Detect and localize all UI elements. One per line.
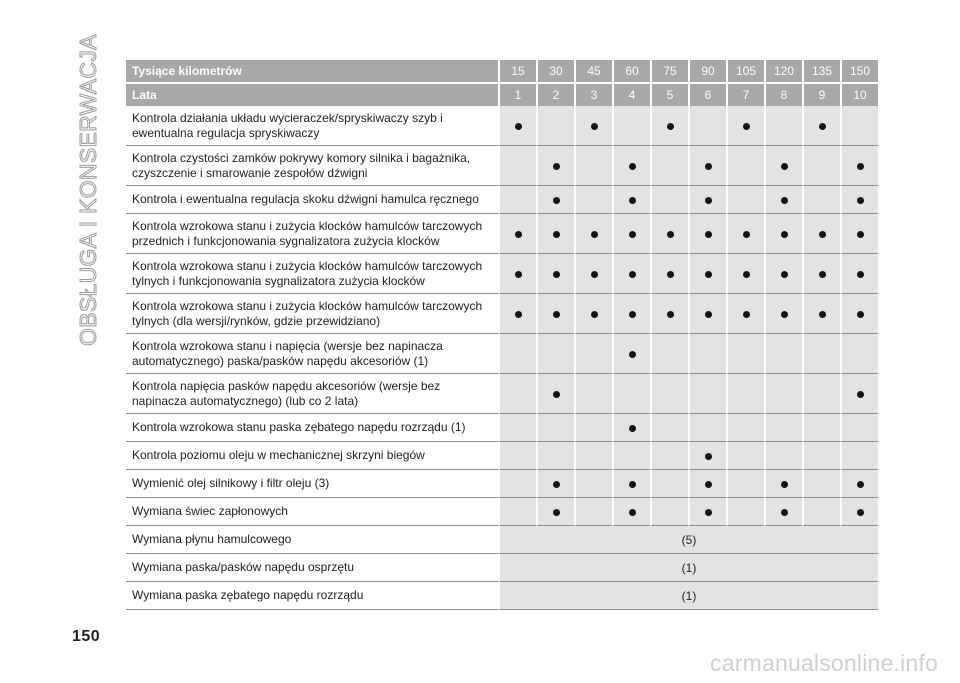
schedule-cell (650, 294, 688, 334)
schedule-cell (650, 498, 688, 526)
header-km-value: 150 (840, 60, 878, 84)
row-description (126, 374, 498, 414)
header-row-years (126, 84, 878, 106)
row-description-line: automatycznego) paska/pasków napędu akcesoriów (1) (132, 353, 429, 368)
schedule-cell (802, 106, 840, 146)
row-description (126, 470, 498, 498)
header-km-value: 45 (574, 60, 612, 84)
header-km-value: 60 (612, 60, 650, 84)
schedule-cell (840, 254, 878, 294)
header-year-value: 1 (498, 84, 536, 106)
bullet-dot-icon (705, 197, 712, 204)
bullet-dot-icon (553, 391, 560, 398)
schedule-cell (802, 186, 840, 214)
schedule-cell (612, 442, 650, 470)
bullet-dot-icon (591, 311, 598, 318)
bullet-dot-icon (857, 197, 864, 204)
schedule-cell (536, 254, 574, 294)
schedule-cell (688, 146, 726, 186)
schedule-cell (612, 498, 650, 526)
schedule-cell (650, 146, 688, 186)
bullet-dot-icon (629, 509, 636, 516)
row-description (126, 442, 498, 470)
schedule-cell (574, 214, 612, 254)
schedule-cell (802, 498, 840, 526)
bullet-dot-icon (629, 351, 636, 358)
bullet-dot-icon (743, 231, 750, 238)
row-description (126, 106, 498, 146)
bullet-dot-icon (629, 481, 636, 488)
schedule-cell (498, 334, 536, 374)
row-description-line: Wymiana świec zapłonowych (132, 504, 288, 518)
bullet-dot-icon (629, 163, 636, 170)
schedule-cell (536, 214, 574, 254)
schedule-cell (574, 334, 612, 374)
row-description-line: Kontrola wzrokowa stanu paska zębatego napędu rozrządu (1) (132, 420, 466, 434)
bullet-dot-icon (781, 311, 788, 318)
schedule-cell (726, 146, 764, 186)
schedule-cell (650, 254, 688, 294)
schedule-cell (536, 294, 574, 334)
schedule-cell (764, 414, 802, 442)
schedule-cell (536, 498, 574, 526)
bullet-dot-icon (705, 163, 712, 170)
section-side-title: OBSŁUGA I KONSERWACJA (75, 34, 101, 346)
bullet-dot-icon (857, 271, 864, 278)
table-row (126, 214, 878, 254)
bullet-dot-icon (553, 311, 560, 318)
schedule-cell (840, 470, 878, 498)
schedule-cell (764, 254, 802, 294)
table-row (126, 498, 878, 526)
bullet-dot-icon (591, 231, 598, 238)
bullet-dot-icon (743, 271, 750, 278)
schedule-cell (840, 498, 878, 526)
bullet-dot-icon (857, 509, 864, 516)
schedule-cell (498, 374, 536, 414)
schedule-cell (840, 146, 878, 186)
schedule-cell (726, 294, 764, 334)
table-row (126, 414, 878, 442)
header-year-value: 4 (612, 84, 650, 106)
row-description-line: napinacza automatycznego) (lub co 2 lata) (132, 393, 359, 408)
schedule-cell (650, 470, 688, 498)
schedule-cell (764, 106, 802, 146)
bullet-dot-icon (743, 311, 750, 318)
schedule-cell (802, 214, 840, 254)
header-km-value: 15 (498, 60, 536, 84)
bullet-dot-icon (857, 311, 864, 318)
bullet-dot-icon (781, 163, 788, 170)
schedule-cell (612, 294, 650, 334)
schedule-cell (688, 470, 726, 498)
schedule-cell (764, 374, 802, 414)
maintenance-schedule-table (126, 60, 878, 610)
schedule-cell (612, 414, 650, 442)
table-row (126, 146, 878, 186)
schedule-cell (764, 214, 802, 254)
header-km-value: 120 (764, 60, 802, 84)
schedule-cell (764, 146, 802, 186)
schedule-cell (802, 294, 840, 334)
schedule-cell (574, 470, 612, 498)
bullet-dot-icon (553, 481, 560, 488)
bullet-dot-icon (667, 231, 674, 238)
schedule-cell (840, 334, 878, 374)
schedule-cell (802, 442, 840, 470)
schedule-cell (688, 334, 726, 374)
row-description (126, 414, 498, 442)
schedule-cell (802, 470, 840, 498)
schedule-cell (498, 498, 536, 526)
schedule-cell (802, 254, 840, 294)
table-row (126, 334, 878, 374)
bullet-dot-icon (857, 163, 864, 170)
bullet-dot-icon (667, 271, 674, 278)
row-description (126, 214, 498, 254)
table-row (126, 442, 878, 470)
schedule-cell (840, 214, 878, 254)
bullet-dot-icon (553, 197, 560, 204)
schedule-cell (726, 498, 764, 526)
table-row (126, 582, 878, 610)
bullet-dot-icon (591, 271, 598, 278)
schedule-cell (802, 414, 840, 442)
bullet-dot-icon (629, 271, 636, 278)
table-row (126, 470, 878, 498)
schedule-cell (498, 294, 536, 334)
schedule-cell (498, 186, 536, 214)
schedule-cell (726, 374, 764, 414)
bullet-dot-icon (553, 509, 560, 516)
schedule-cell (688, 106, 726, 146)
row-description-line: Kontrola działania układu wycieraczek/spryskiwaczy szyb i (132, 110, 443, 125)
bullet-dot-icon (553, 163, 560, 170)
schedule-cell (574, 442, 612, 470)
schedule-cell (574, 254, 612, 294)
schedule-cell (574, 374, 612, 414)
schedule-cell (612, 186, 650, 214)
bullet-dot-icon (705, 509, 712, 516)
header-year-value: 7 (726, 84, 764, 106)
site-watermark: carmanualsonline.info (710, 650, 938, 676)
schedule-cell (650, 374, 688, 414)
header-km-value: 90 (688, 60, 726, 84)
schedule-cell (688, 254, 726, 294)
schedule-cell (498, 414, 536, 442)
merged-interval-note: (1) (498, 554, 878, 582)
table-row (126, 554, 878, 582)
table-row (126, 106, 878, 146)
bullet-dot-icon (515, 271, 522, 278)
row-description (126, 582, 498, 610)
schedule-cell (802, 146, 840, 186)
schedule-cell (498, 442, 536, 470)
bullet-dot-icon (629, 231, 636, 238)
table-row (126, 374, 878, 414)
schedule-cell (612, 334, 650, 374)
schedule-cell (688, 186, 726, 214)
bullet-dot-icon (667, 123, 674, 130)
header-km-value: 135 (802, 60, 840, 84)
row-description-line: Wymienić olej silnikowy i filtr oleju (3) (132, 476, 330, 490)
bullet-dot-icon (781, 197, 788, 204)
schedule-cell (650, 186, 688, 214)
schedule-cell (764, 470, 802, 498)
schedule-cell (688, 414, 726, 442)
row-description-line: Kontrola poziomu oleju w mechanicznej skrzyni biegów (132, 448, 425, 462)
bullet-dot-icon (857, 391, 864, 398)
row-description-line: Kontrola czystości zamków pokrywy komory silnika i bagażnika, (132, 150, 471, 165)
schedule-cell (764, 294, 802, 334)
schedule-cell (688, 498, 726, 526)
schedule-cell (574, 414, 612, 442)
merged-interval-note: (1) (498, 582, 878, 610)
row-description-line: tylnych i funkcjonowania sygnalizatora zużycia klocków (132, 273, 425, 288)
row-description (126, 186, 498, 214)
schedule-cell (802, 334, 840, 374)
row-description-line: czyszczenie i smarowanie zespołów dźwigni (132, 165, 368, 180)
schedule-cell (840, 186, 878, 214)
merged-interval-note: (5) (498, 526, 878, 554)
schedule-cell (612, 254, 650, 294)
bullet-dot-icon (629, 425, 636, 432)
page-number: 150 (72, 628, 101, 645)
schedule-cell (498, 470, 536, 498)
schedule-cell (840, 374, 878, 414)
schedule-cell (536, 414, 574, 442)
schedule-cell (574, 106, 612, 146)
schedule-cell (650, 106, 688, 146)
header-km-value: 75 (650, 60, 688, 84)
schedule-cell (840, 414, 878, 442)
bullet-dot-icon (819, 271, 826, 278)
bullet-dot-icon (781, 509, 788, 516)
schedule-cell (650, 214, 688, 254)
row-description-line: Kontrola napięcia pasków napędu akcesoriów (wersje bez (132, 378, 441, 393)
schedule-cell (840, 294, 878, 334)
schedule-cell (536, 106, 574, 146)
row-description-line: ewentualna regulacja spryskiwaczy (132, 125, 320, 140)
schedule-cell (612, 470, 650, 498)
row-description (126, 294, 498, 334)
header-year-value: 8 (764, 84, 802, 106)
schedule-cell (726, 414, 764, 442)
schedule-cell (536, 442, 574, 470)
schedule-cell (536, 374, 574, 414)
schedule-cell (498, 214, 536, 254)
schedule-cell (726, 254, 764, 294)
schedule-cell (688, 374, 726, 414)
header-year-value: 9 (802, 84, 840, 106)
table-row (126, 186, 878, 214)
schedule-cell (726, 214, 764, 254)
schedule-cell (574, 146, 612, 186)
schedule-cell (574, 294, 612, 334)
schedule-cell (688, 214, 726, 254)
bullet-dot-icon (819, 311, 826, 318)
schedule-cell (536, 186, 574, 214)
bullet-dot-icon (781, 231, 788, 238)
row-description-line: Kontrola wzrokowa stanu i zużycia klocków hamulców tarczowych (132, 218, 483, 233)
schedule-cell (840, 442, 878, 470)
schedule-cell (650, 442, 688, 470)
header-km-value: 105 (726, 60, 764, 84)
schedule-cell (764, 442, 802, 470)
bullet-dot-icon (705, 231, 712, 238)
header-year-value: 2 (536, 84, 574, 106)
bullet-dot-icon (857, 231, 864, 238)
bullet-dot-icon (781, 271, 788, 278)
row-description-line: przednich i funkcjonowania sygnalizatora zużycia klocków (132, 233, 440, 248)
schedule-cell (612, 106, 650, 146)
schedule-cell (650, 334, 688, 374)
schedule-cell (574, 186, 612, 214)
row-description-line: Wymiana paska/pasków napędu osprzętu (132, 560, 355, 574)
schedule-cell (536, 334, 574, 374)
bullet-dot-icon (591, 123, 598, 130)
row-description-line: Kontrola wzrokowa stanu i napięcia (wersje bez napinacza (132, 338, 443, 353)
bullet-dot-icon (705, 271, 712, 278)
schedule-cell (612, 146, 650, 186)
schedule-cell (688, 442, 726, 470)
schedule-cell (764, 334, 802, 374)
header-year-value: 3 (574, 84, 612, 106)
schedule-cell (536, 470, 574, 498)
table-body (126, 106, 878, 610)
schedule-cell (802, 374, 840, 414)
bullet-dot-icon (667, 311, 674, 318)
schedule-cell (726, 334, 764, 374)
row-description-line: Kontrola i ewentualna regulacja skoku dźwigni hamulca ręcznego (132, 192, 479, 206)
header-year-value: 6 (688, 84, 726, 106)
header-year-value: 10 (840, 84, 878, 106)
row-description (126, 498, 498, 526)
bullet-dot-icon (553, 271, 560, 278)
bullet-dot-icon (629, 311, 636, 318)
row-description (126, 334, 498, 374)
header-row-kilometers (126, 60, 878, 84)
schedule-cell (612, 214, 650, 254)
row-description (126, 254, 498, 294)
bullet-dot-icon (515, 311, 522, 318)
bullet-dot-icon (629, 197, 636, 204)
bullet-dot-icon (781, 481, 788, 488)
schedule-cell (764, 186, 802, 214)
bullet-dot-icon (705, 453, 712, 460)
row-description-line: Wymiana płynu hamulcowego (132, 532, 292, 546)
bullet-dot-icon (819, 231, 826, 238)
schedule-cell (840, 106, 878, 146)
schedule-cell (498, 106, 536, 146)
header-years-label: Lata (126, 84, 498, 106)
header-km-value: 30 (536, 60, 574, 84)
schedule-cell (726, 186, 764, 214)
table-row (126, 254, 878, 294)
schedule-cell (498, 254, 536, 294)
schedule-cell (536, 146, 574, 186)
bullet-dot-icon (553, 231, 560, 238)
row-description-line: tylnych (dla wersji/rynków, gdzie przewidziano) (132, 313, 381, 328)
row-description-line: Wymiana paska zębatego napędu rozrządu (132, 588, 364, 602)
bullet-dot-icon (743, 123, 750, 130)
schedule-cell (764, 498, 802, 526)
bullet-dot-icon (705, 481, 712, 488)
schedule-cell (726, 106, 764, 146)
bullet-dot-icon (857, 481, 864, 488)
header-km-label: Tysiące kilometrów (126, 60, 498, 84)
row-description (126, 146, 498, 186)
row-description-line: Kontrola wzrokowa stanu i zużycia klocków hamulców tarczowych (132, 298, 483, 313)
schedule-cell (498, 146, 536, 186)
row-description-line: Kontrola wzrokowa stanu i zużycia klocków hamulców tarczowych (132, 258, 483, 273)
schedule-cell (726, 442, 764, 470)
bullet-dot-icon (515, 231, 522, 238)
table-row (126, 294, 878, 334)
table-row (126, 526, 878, 554)
schedule-cell (574, 498, 612, 526)
bullet-dot-icon (819, 123, 826, 130)
bullet-dot-icon (515, 123, 522, 130)
schedule-cell (726, 470, 764, 498)
schedule-cell (688, 294, 726, 334)
row-description (126, 526, 498, 554)
schedule-cell (650, 414, 688, 442)
row-description (126, 554, 498, 582)
header-year-value: 5 (650, 84, 688, 106)
bullet-dot-icon (705, 311, 712, 318)
schedule-cell (612, 374, 650, 414)
